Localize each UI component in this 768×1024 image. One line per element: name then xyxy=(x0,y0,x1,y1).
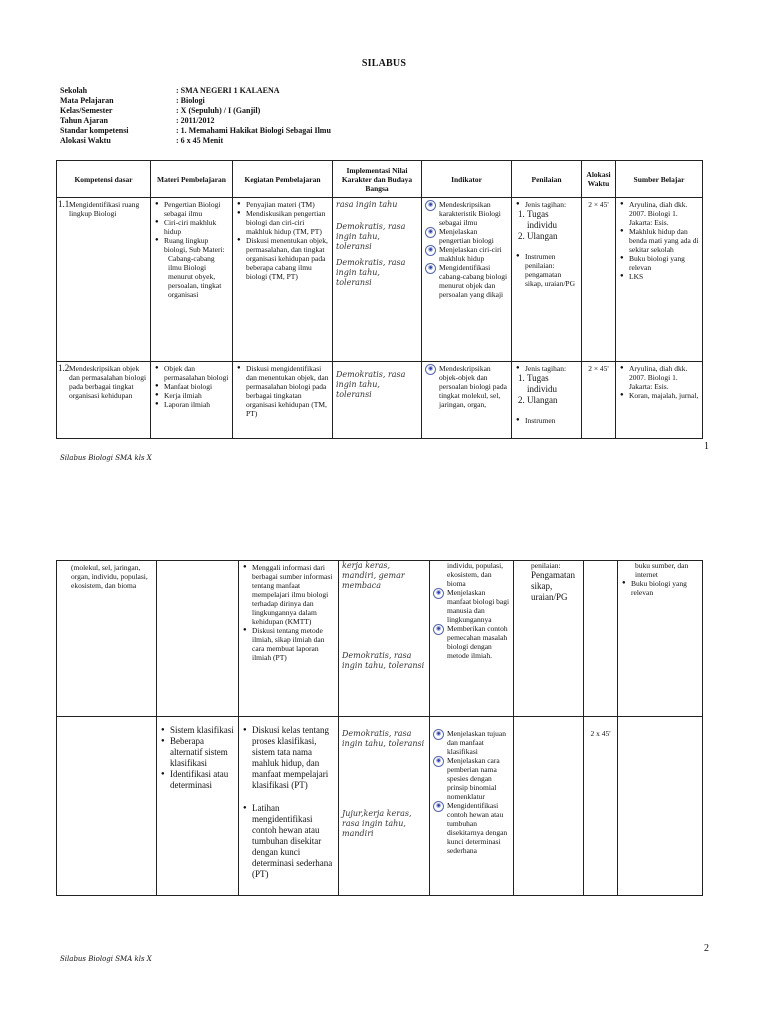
indikator-list xyxy=(433,588,510,660)
karakter-item: Demokratis, rasa ingin tahu, toleransi xyxy=(336,258,406,287)
info-value: : SMA NEGERI 1 KALAENA xyxy=(176,86,280,95)
list-item: ● Diskusi mengidentifikasi dan menentukan objek, dan permasalahan biologi pada berbagai tingkatan organisasi kehidupan (TM, PT) xyxy=(246,364,329,418)
materi-list xyxy=(154,364,229,409)
sumber-cell xyxy=(618,717,703,896)
list-item: ● Pengertian Biologi sebagai ilmu xyxy=(164,200,229,218)
karakter-item: Demokratis, rasa ingin tahu, toleransi xyxy=(336,370,406,399)
target-icon: ◉ xyxy=(433,588,444,599)
penilaian-label: penilaian: xyxy=(531,561,561,570)
materi-list xyxy=(154,200,229,254)
penilaian-items xyxy=(515,209,578,242)
target-icon: ◉ xyxy=(433,801,444,812)
list-item: ● Penyajian materi (TM) xyxy=(246,200,329,209)
sumber-cell xyxy=(618,561,703,717)
list-item: ● Diskusi tentang metode ilmiah, sikap ilmiah dan cara membuat laporan ilmiah (PT) xyxy=(252,626,335,662)
list-item: ● Menggali informasi dari berbagai sumber informasi tentang manfaat mempelajari ilmu biologi terhadap dirinya dan lingkungannya dalam kehidupan (KMTT) xyxy=(252,563,335,626)
karakter-item: rasa ingin tahu xyxy=(336,200,398,209)
indikator-list xyxy=(433,729,510,855)
info-key: Sekolah xyxy=(60,86,88,95)
list-item: ● Ruang lingkup biologi, Sub Materi: xyxy=(164,236,229,254)
indikator-item xyxy=(433,756,510,801)
page-footer: Silabus Biologi SMA kls X xyxy=(60,454,152,462)
indikator-text: Memberikan contoh pemecahan masalah biologi dengan metode ilmiah. xyxy=(447,624,508,660)
indikator-text: Menjelaskan manfaat biologi bagi manusia dan lingkungannya xyxy=(447,588,510,624)
alokasi-cell xyxy=(584,561,618,717)
indikator-cell xyxy=(430,561,514,717)
kd-cell xyxy=(57,717,157,896)
list-item: ● LKS xyxy=(629,272,699,281)
info-key: Standar kompetensi xyxy=(60,126,129,135)
page-number: 2 xyxy=(704,943,709,954)
list-item: ● Makhluk hidup dan benda mati yang ada di sekitar sekolah xyxy=(629,227,699,254)
penilaian-cell xyxy=(514,561,584,717)
info-row xyxy=(60,96,331,106)
page-footer: Silabus Biologi SMA kls X xyxy=(60,955,152,963)
indikator-text: Menjelaskan cara pemberian nama spesies dengan prinsip binomial nomenklatur xyxy=(447,756,500,801)
info-row xyxy=(60,126,331,136)
info-value: : 1. Memahami Hakikat Biologi Sebagai Ilmu xyxy=(176,126,331,135)
kd-cell xyxy=(57,362,151,439)
kegiatan-cell xyxy=(239,561,339,717)
karakter-item: Jujur,kerja keras, rasa ingin tahu, mandiri xyxy=(342,809,412,838)
target-icon: ◉ xyxy=(433,729,444,740)
header-kegiatan: Kegiatan Pembelajaran xyxy=(233,161,333,198)
sumber-cell xyxy=(616,198,703,362)
info-value: : 6 x 45 Menit xyxy=(176,136,224,145)
header-kompetensi: Kompetensi dasar xyxy=(57,161,151,198)
kd-text: Mendeskripsikan objek dan permasalahan biologi pada berbagai tingkat organisasi kehidupan xyxy=(69,364,147,400)
karakter-item: Demokratis, rasa ingin tahu, toleransi xyxy=(342,651,425,670)
indikator-list xyxy=(425,200,508,299)
kd-text: Mengidentifikasi ruang lingkup Biologi xyxy=(69,200,140,218)
header-materi: Materi Pembelajaran xyxy=(151,161,233,198)
target-icon: ◉ xyxy=(433,624,444,635)
indikator-item xyxy=(433,801,510,855)
table-row xyxy=(57,198,703,362)
penilaian-cell xyxy=(512,198,582,362)
info-value: : X (Sepuluh) / I (Ganjil) xyxy=(176,106,261,115)
alokasi-cell: 2 × 45' xyxy=(582,362,616,439)
page-number: 1 xyxy=(704,441,709,452)
list-item: 1. Tugas individu xyxy=(527,373,578,395)
header-karakter: Implementasi Nilai Karakter dan Budaya Bangsa xyxy=(333,161,422,198)
karakter-cell xyxy=(333,198,422,362)
indikator-item xyxy=(433,588,510,624)
indikator-item xyxy=(433,729,510,756)
karakter-item: Demokratis, rasa ingin tahu, toleransi xyxy=(336,222,406,251)
sumber-list xyxy=(621,579,699,597)
kd-number: 1.1 xyxy=(58,199,70,209)
penilaian-instrumen: ● Instrumen penilaian: pengamatan sikap, uraian/PG xyxy=(525,252,578,288)
alokasi-cell: 2 x 45' xyxy=(584,717,618,896)
materi-cell xyxy=(157,717,239,896)
indikator-text: Mengidentifikasi contoh hewan atau tumbuhan disekitarnya dengan kunci determinasi sederhana xyxy=(447,801,508,855)
materi-sub: Cabang-cabang ilmu Biologi menurut obyek, persoalan, tingkat organisasi xyxy=(168,254,222,299)
info-key: Tahun Ajaran xyxy=(60,116,108,125)
list-item: ● Beberapa alternatif sistem klasifikasi xyxy=(170,736,235,769)
list-item: ● Manfaat biologi xyxy=(164,382,229,391)
kd-number: 1.2 xyxy=(58,363,70,373)
info-value: : Biologi xyxy=(176,96,205,105)
table-row xyxy=(57,717,703,896)
indikator-continued: individu, populasi, ekosistem, dan bioma xyxy=(447,561,504,588)
syllabus-info xyxy=(60,86,331,146)
list-item: ● Aryulina, diah dkk. 2007. Biologi 1. Jakarta: Esis. xyxy=(629,364,699,391)
info-key: Alokasi Waktu xyxy=(60,136,111,145)
info-row xyxy=(60,106,331,116)
karakter-cell xyxy=(339,561,430,717)
list-item: ● Objek dan permasalahan biologi xyxy=(164,364,229,382)
list-item: ● Buku biologi yang relevan xyxy=(631,579,699,597)
penilaian-cell xyxy=(514,717,584,896)
info-row xyxy=(60,136,331,146)
table-header-row xyxy=(57,161,703,198)
table-row xyxy=(57,362,703,439)
kegiatan-list xyxy=(236,364,329,418)
kegiatan-cell xyxy=(233,198,333,362)
penilaian-detail: Pengamatan sikap, uraian/PG xyxy=(531,570,575,602)
indikator-text: Mendeskripsikan karakteristik Biologi sebagai ilmu xyxy=(439,200,501,227)
indikator-text: Mengidentifikasi cabang-cabang biologi menurut objek dan persoalan yang dikaji xyxy=(439,263,508,299)
target-icon: ◉ xyxy=(425,227,436,238)
indikator-text: Menjelaskan tujuan dan manfaat klasifikasi xyxy=(447,729,506,756)
list-item: ● Buku biologi yang relevan xyxy=(629,254,699,272)
list-item: ● Aryulina, diah dkk. 2007. Biologi 1. Jakarta: Esis. xyxy=(629,200,699,227)
info-row xyxy=(60,86,331,96)
karakter-cell xyxy=(339,717,430,896)
indikator-item xyxy=(433,624,510,660)
kegiatan-list xyxy=(236,200,329,281)
info-key: Mata Pelajaran xyxy=(60,96,114,105)
materi-list xyxy=(160,725,235,791)
indikator-item: ◉ Mendeskripsikan objek-objek dan persoalan biologi pada tingkat molekul, sel, jaringan, organ, xyxy=(425,364,508,409)
indikator-cell xyxy=(422,362,512,439)
target-icon: ◉ xyxy=(425,364,436,375)
table-row xyxy=(57,561,703,717)
penilaian-cell xyxy=(512,362,582,439)
target-icon: ◉ xyxy=(425,245,436,256)
materi-cell xyxy=(151,198,233,362)
materi-cell xyxy=(157,561,239,717)
indikator-text: Menjelaskan pengertian biologi xyxy=(439,227,494,245)
indikator-item xyxy=(425,200,508,227)
materi-cell xyxy=(151,362,233,439)
list-item: ● Ciri-ciri makhluk hidup xyxy=(164,218,229,236)
penilaian-jenis: ● Jenis tagihan: xyxy=(525,364,578,373)
list-item: ● Koran, majalah, jurnal, xyxy=(629,391,699,400)
indikator-item xyxy=(425,263,508,299)
list-item: ● Identifikasi atau determinasi xyxy=(170,769,235,791)
list-item: ● Diskusi menentukan objek, permasalahan, dan tingkat organisasi kehidupan pada beberapa cabang ilmu biologi (TM, PT) xyxy=(246,236,329,281)
document-title: SILABUS xyxy=(361,58,407,69)
list-item: ● Kerja ilmiah xyxy=(164,391,229,400)
penilaian-items xyxy=(515,373,578,406)
sumber-cell xyxy=(616,362,703,439)
kd-cell: (molekul, sel, jaringan, organ, individu, populasi, ekosistem, dan bioma xyxy=(57,561,157,717)
header-indikator: Indikator xyxy=(422,161,512,198)
list-item: 2. Ulangan xyxy=(527,231,578,242)
sumber-continued: buku sumber, dan internet xyxy=(635,561,689,579)
kegiatan-item: ● Diskusi kelas tentang proses klasifikasi, sistem tata nama mahluk hidup, dan manfaat mempelajari klasifikasi (PT) xyxy=(252,725,335,791)
info-key: Kelas/Semester xyxy=(60,106,113,115)
kegiatan-cell xyxy=(239,717,339,896)
karakter-item: Demokratis, rasa ingin tahu, toleransi xyxy=(342,729,425,748)
indikator-cell xyxy=(422,198,512,362)
syllabus-table-page2 xyxy=(56,560,703,896)
list-item: ● Sistem klasifikasi xyxy=(170,725,235,736)
info-row xyxy=(60,116,331,126)
indikator-text: Menjelaskan ciri-ciri makhluk hidup xyxy=(439,245,502,263)
karakter-cell xyxy=(333,362,422,439)
target-icon: ◉ xyxy=(433,756,444,767)
indikator-item xyxy=(425,245,508,263)
indikator-item xyxy=(425,227,508,245)
kegiatan-cell xyxy=(233,362,333,439)
info-value: : 2011/2012 xyxy=(176,116,215,125)
kegiatan-list xyxy=(242,563,335,662)
list-item: 2. Ulangan xyxy=(527,395,578,406)
header-sumber: Sumber Belajar xyxy=(616,161,703,198)
sumber-list xyxy=(619,200,699,281)
target-icon: ◉ xyxy=(425,263,436,274)
list-item: ● Mendiskusikan pengertian biologi dan ciri-ciri makhluk hidup (TM, PT) xyxy=(246,209,329,236)
list-item: 1. Tugas individu xyxy=(527,209,578,231)
header-penilaian: Penilaian xyxy=(512,161,582,198)
karakter-item: kerja keras, mandiri, gemar membaca xyxy=(342,561,405,590)
header-alokasi: Alokasi Waktu xyxy=(582,161,616,198)
sumber-list xyxy=(619,364,699,400)
alokasi-cell: 2 × 45' xyxy=(582,198,616,362)
indikator-cell xyxy=(430,717,514,896)
kd-cell xyxy=(57,198,151,362)
penilaian-jenis: ● Jenis tagihan: xyxy=(525,200,578,209)
list-item: ● Laporan ilmiah xyxy=(164,400,229,409)
target-icon: ◉ xyxy=(425,200,436,211)
kegiatan-item: ● Latihan mengidentifikasi contoh hewan atau tumbuhan disekitar dengan kunci determinasi sederhana (PT) xyxy=(252,803,335,880)
syllabus-table-page1 xyxy=(56,160,703,439)
penilaian-instrumen: ● Instrumen xyxy=(525,416,578,425)
